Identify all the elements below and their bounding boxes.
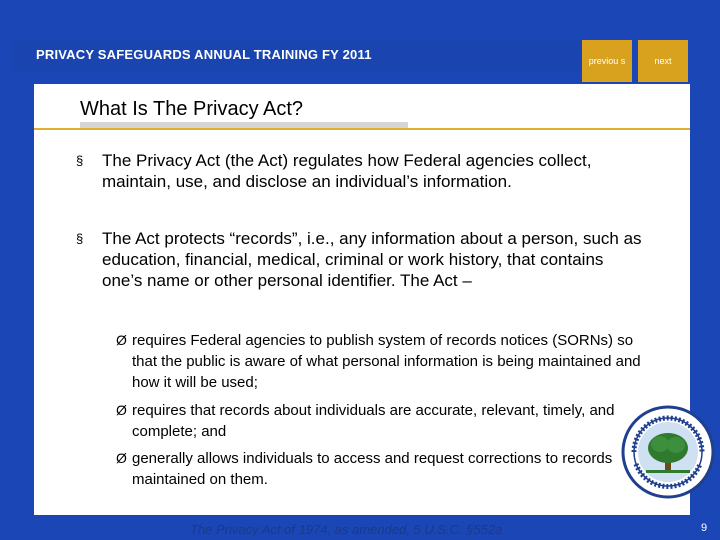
previous-button[interactable]: previou s (582, 40, 632, 82)
arrow-bullet-marker: Ø (116, 332, 127, 348)
sub-bullet-text: requires that records about individuals are accurate, relevant, timely, and complete; and (132, 402, 615, 440)
title-shadow (80, 122, 408, 128)
department-of-education-seal-icon (620, 404, 716, 500)
bullet-marker: § (76, 231, 84, 246)
citation: The Privacy Act of 1974, as amended, 5 U.S.C. §552a (190, 522, 503, 537)
arrow-bullet-marker: Ø (116, 402, 127, 418)
header-title: PRIVACY SAFEGUARDS ANNUAL TRAINING FY 2011 (36, 47, 372, 62)
bullet-marker: § (76, 153, 84, 168)
sub-bullet-text: generally allows individuals to access and request corrections to records maintained on them. (132, 450, 613, 488)
page-number: 9 (701, 522, 708, 534)
bullet-text: The Act protects “records”, i.e., any information about a person, such as education, financial, medical, criminal or work history, that contains one’s name or other personal identifier. The Act – (102, 229, 642, 290)
next-button[interactable]: next (638, 40, 688, 82)
sub-bullet-text: requires Federal agencies to publish system of records notices (SORNs) so that the public is aware of what personal information is being maintained and how it will be used; (132, 332, 641, 391)
arrow-bullet-marker: Ø (116, 450, 127, 466)
page-title: What Is The Privacy Act? (80, 98, 304, 120)
title-bar (34, 84, 690, 130)
slide-content (34, 84, 690, 515)
bullet-text: The Privacy Act (the Act) regulates how Federal agencies collect, maintain, use, and disclose an individual’s information. (102, 151, 592, 191)
